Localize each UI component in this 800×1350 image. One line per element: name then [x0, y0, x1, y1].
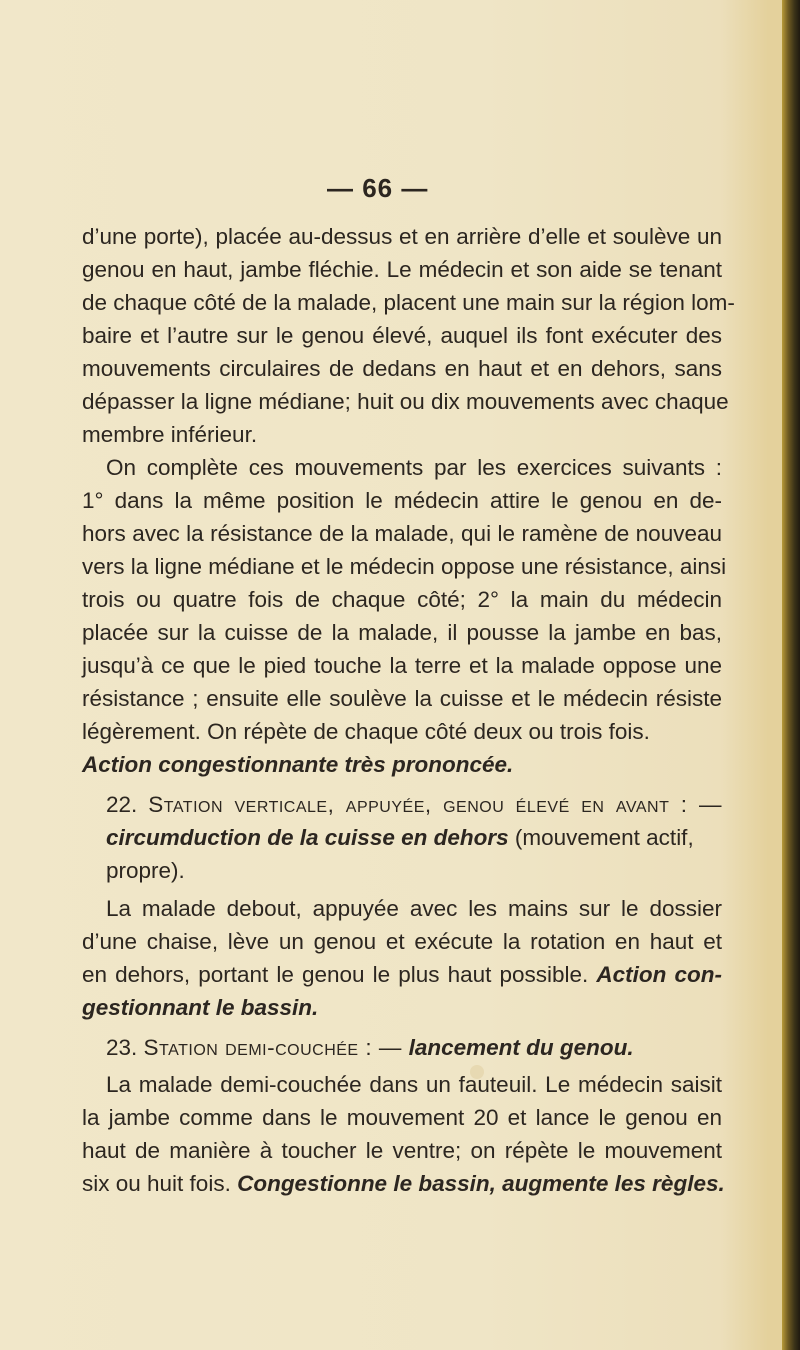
- text-line: légèrement. On répète de chaque côté deux ou trois fois.: [82, 719, 650, 744]
- text-italic: Congestionne le bassin, augmente les règles.: [237, 1171, 725, 1196]
- text-line: vers la ligne médiane et le médecin oppose une résistance, ainsi: [82, 554, 727, 579]
- text-italic: Action con-: [596, 962, 722, 987]
- text-line: d’une porte), placée au-dessus et en arrière d’elle et soulève un: [82, 224, 722, 249]
- text-line: mouvements circulaires de dedans en haut et en dehors, sans: [82, 356, 722, 381]
- text-line: membre inférieur.: [82, 422, 258, 447]
- text-line: placée sur la cuisse de la malade, il pousse la jambe en bas,: [82, 620, 722, 645]
- text-line: jusqu’à ce que le pied touche la terre et la malade oppose une: [82, 653, 722, 678]
- text-line: trois ou quatre fois de chaque côté; 2° la main du médecin: [82, 587, 722, 612]
- section-number: 22.: [106, 792, 138, 817]
- text-line-italic: Action congestionnante très prononcée.: [82, 752, 514, 777]
- text-line: dépasser la ligne médiane; huit ou dix mouvements avec chaque: [82, 389, 729, 414]
- section-heading: [106, 1033, 722, 1063]
- section-title-italic: lancement du genou.: [408, 1035, 634, 1060]
- page-edge-shadow: [782, 0, 800, 1350]
- text-line: baire et l’autre sur le genou élevé, auquel ils font exécuter des: [82, 323, 722, 348]
- text-line: genou en haut, jambe fléchie. Le médecin et son aide se tenant: [82, 257, 722, 282]
- section-title: Station verticale, appuyée, genou élevé en avant : —: [148, 792, 722, 817]
- section-heading: [106, 790, 722, 820]
- text-line-italic: gestionnant le bassin.: [82, 995, 319, 1020]
- text-line: La malade demi-couchée dans un fauteuil. Le médecin saisit: [106, 1072, 722, 1097]
- text-line: 1° dans la même position le médecin attire le genou en de-: [82, 488, 722, 513]
- page-number: — 66 —: [327, 173, 429, 203]
- text-plain: en dehors, portant le genou le plus haut possible.: [82, 962, 597, 987]
- section-subtitle: [106, 823, 722, 853]
- text-line: résistance ; ensuite elle soulève la cuisse et le médecin résiste: [82, 686, 722, 711]
- text-line: [82, 1169, 725, 1199]
- text-line: hors avec la résistance de la malade, qui le ramène de nouveau: [82, 521, 722, 546]
- section-title: Station demi-couchée : —: [143, 1035, 409, 1060]
- text-line: propre).: [106, 858, 185, 883]
- text-line: La malade debout, appuyée avec les mains sur le dossier: [106, 896, 722, 921]
- section-number: 23.: [106, 1035, 138, 1060]
- text-line: de chaque côté de la malade, placent une main sur la région lom-: [82, 290, 735, 315]
- text-line: la jambe comme dans le mouvement 20 et lance le genou en: [82, 1105, 722, 1130]
- text-line: On complète ces mouvements par les exercices suivants :: [106, 455, 722, 480]
- text-plain: six ou huit fois.: [82, 1171, 238, 1196]
- text-line: [82, 960, 722, 990]
- text-line: haut de manière à toucher le ventre; on répète le mouvement: [82, 1138, 722, 1163]
- section-subtitle-rest: (mouvement actif,: [508, 825, 694, 850]
- text-line: d’une chaise, lève un genou et exécute la rotation en haut et: [82, 929, 722, 954]
- section-subtitle-italic: circumduction de la cuisse en dehors: [106, 825, 509, 850]
